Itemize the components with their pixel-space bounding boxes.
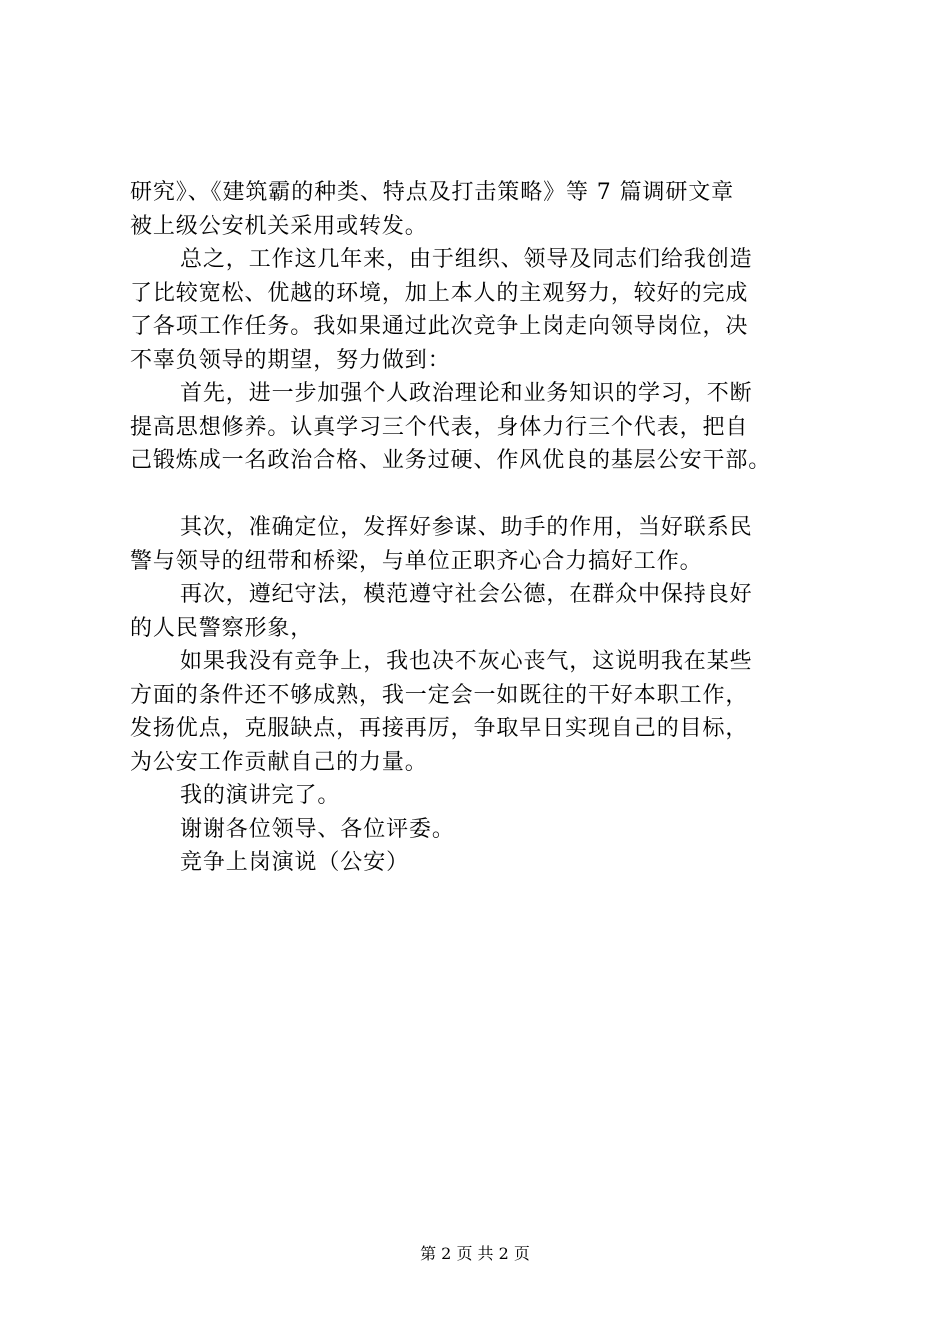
paragraph-start-line: 我的演讲完了。 xyxy=(180,783,341,808)
paragraph-start-line: 其次，准确定位，发挥好参谋、助手的作用，当好联系民 xyxy=(180,515,753,540)
text-line: 方面的条件还不够成熟，我一定会一如既往的干好本职工作， xyxy=(130,682,749,708)
text-line: 警与领导的纽带和桥梁，与单位正职齐心合力搞好工作。 xyxy=(130,548,703,574)
page-number-footer: 第 2 页 共 2 页 xyxy=(420,1244,530,1263)
paragraph-start-line: 首先，进一步加强个人政治理论和业务知识的学习，不断 xyxy=(180,381,753,406)
text-line: 己锻炼成一名政治合格、业务过硬、作风优良的基层公安干部。 xyxy=(130,448,772,473)
text-line: 了各项工作任务。我如果通过此次竞争上岗走向领导岗位，决 xyxy=(130,314,749,339)
text-line: 研究》、《建筑霸的种类、特点及打击策略》等 7 篇调研文章 xyxy=(130,180,735,205)
text-line: 被上级公安机关采用或转发。 xyxy=(130,213,428,239)
paragraph-start-line: 再次，遵纪守法，模范遵守社会公德，在群众中保持良好 xyxy=(180,582,753,607)
paragraph-start-line: 竞争上岗演说（公安） xyxy=(180,850,410,875)
text-line: 发扬优点，克服缺点，再接再厉，争取早日实现自己的目标， xyxy=(130,716,749,741)
text-line: 不辜负领导的期望，努力做到： xyxy=(130,347,451,373)
paragraph-start-line: 谢谢各位领导、各位评委。 xyxy=(180,816,455,842)
text-line: 提高思想修养。认真学习三个代表，身体力行三个代表，把自 xyxy=(130,414,749,440)
text-line: 的人民警察形象， xyxy=(130,615,314,641)
blank-line xyxy=(130,478,850,512)
document-body xyxy=(130,176,850,880)
paragraph-start-line: 总之，工作这几年来，由于组织、领导及同志们给我创造 xyxy=(180,247,753,272)
text-line: 为公安工作贡献自己的力量。 xyxy=(130,749,428,775)
text-line: 了比较宽松、优越的环境，加上本人的主观努力，较好的完成 xyxy=(130,280,749,306)
paragraph-start-line: 如果我没有竞争上，我也决不灰心丧气，这说明我在某些 xyxy=(180,649,753,674)
